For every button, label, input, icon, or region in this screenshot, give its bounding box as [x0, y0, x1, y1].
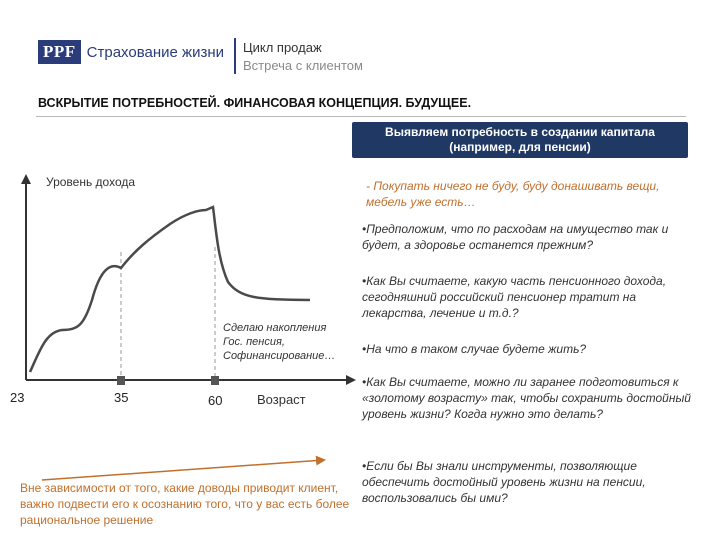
header-subtitle: Встреча с клиентом [243, 58, 363, 73]
question-item: •Как Вы считаете, какую часть пенсионного дохода, сегодняшний российский пенсионер тратит на лекарства, лечение и т.д.? [362, 274, 667, 320]
tick-label-35: 35 [114, 390, 129, 405]
question-item: •На что в таком случае будете жить? [362, 342, 587, 356]
logo-mark: PPF [38, 40, 81, 64]
annotation-line: Гос. пенсия, [223, 336, 285, 348]
annotation-line: Сделаю накопления [223, 322, 327, 334]
x-axis-label: Возраст [257, 392, 306, 407]
annotation-line: Софинансирование… [223, 350, 336, 362]
curve-annotation [223, 321, 335, 363]
banner-text: Выявляем потребность в создании капитала (например, для пенсии) [385, 125, 655, 154]
client-quote: - Покупать ничего не буду, буду донашивать вещи, мебель уже есть… [366, 179, 660, 209]
tick-mark-60 [211, 376, 219, 385]
y-axis-label: Уровень дохода [46, 175, 136, 189]
logo-name: Страхование жизни [86, 43, 224, 61]
bottom-note: Вне зависимости от того, какие доводы приводит клиент, важно подвести его к осознанию того, что у вас есть более рациональное решение [20, 481, 350, 527]
slide-heading: ВСКРЫТИЕ ПОТРЕБНОСТЕЙ. ФИНАНСОВАЯ КОНЦЕПЦИЯ. БУДУЩЕЕ. [38, 96, 472, 110]
tick-mark-35 [117, 376, 125, 385]
question-item: •Если бы Вы знали инструменты, позволяющие обеспечить достойный уровень жизни на пенсии, воспользовались бы ими? [362, 459, 646, 505]
question-item: •Как Вы считаете, можно ли заранее подготовиться к «золотому возрасту» так, чтобы сохранить достойный уровень жизни? Когда нужно это делать? [362, 375, 691, 421]
tick-label-60: 60 [208, 393, 223, 408]
header-title: Цикл продаж [243, 40, 322, 55]
tick-label-23: 23 [10, 390, 25, 405]
note-arrow [42, 460, 324, 480]
question-item: •Предположим, что по расходам на имущество так и будет, а здоровье останется прежним? [362, 222, 669, 252]
